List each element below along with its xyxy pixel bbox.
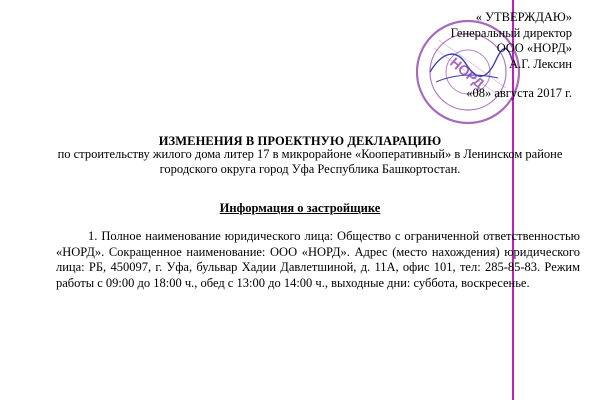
- document-subtitle: [30, 147, 590, 177]
- approver-position: Генеральный директор: [450, 25, 572, 40]
- approval-heading: « УТВЕРЖДАЮ»: [475, 10, 572, 24]
- subtitle-line-2: городского округа город Уфа Республика Башкортостан.: [159, 162, 461, 176]
- paragraph-text: Полное наименование юридического лица: Общество с ограниченной ответственностью «НОРД». Сокращенное наименование: ООО «НОРД». Адрес (место нахождения) юридического лица: РБ, 450097, г. Уфа, бульвар Хадии Давлетшиной, д. 11А, офис 101, тел: 285-85-83. Режим работы с 09:00 до 18:00 ч., обед с 13:00 до 14:00 ч., выходные дни: суббота, воскресенье.: [56, 229, 581, 290]
- approver-company: ООО «НОРД»: [496, 41, 572, 55]
- section-heading: Информация о застройщике: [219, 201, 381, 215]
- paragraph-number: 1.: [88, 229, 98, 243]
- approver-name: А.Г. Лексин: [509, 56, 572, 71]
- svg-text:НОРД: НОРД: [447, 53, 488, 92]
- subtitle-line-1: по строительству жилого дома литер 17 в микрорайоне «Кооперативный» в Ленинском районе: [57, 147, 563, 161]
- document-title: ИЗМЕНЕНИЯ В ПРОЕКТНУЮ ДЕКЛАРАЦИЮ: [158, 134, 442, 148]
- paragraph-1: [56, 229, 580, 291]
- approval-block: [451, 10, 572, 102]
- approval-date: «08» августа 2017 г.: [466, 86, 572, 100]
